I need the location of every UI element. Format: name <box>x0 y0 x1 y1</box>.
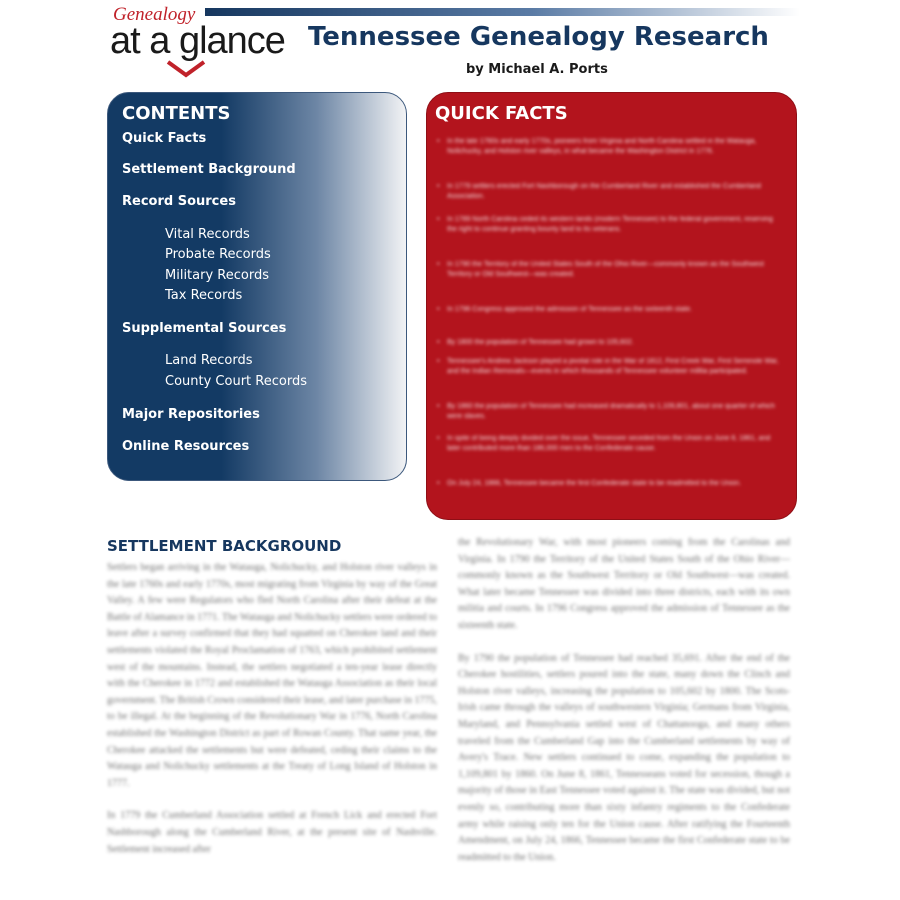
chevron-down-icon <box>166 60 206 80</box>
author-byline: by Michael A. Ports <box>466 62 608 77</box>
toc-item-land-records[interactable]: Land Records <box>165 353 253 368</box>
fact-text: • In 1779 settlers erected Fort Nashborough on the Cumberland River and established the Cumberland Association. <box>447 183 762 200</box>
toc-item-supplemental-sources[interactable]: Supplemental Sources <box>122 321 287 336</box>
fact-text: • On July 24, 1866, Tennessee became the first Confederate state to be readmitted to the Union. <box>447 480 742 487</box>
toc-item-major-repositories[interactable]: Major Repositories <box>122 407 260 422</box>
toc-item-tax-records[interactable]: Tax Records <box>165 288 243 303</box>
fact-item <box>437 357 782 377</box>
fact-text: • By 1860 the population of Tennessee had increased dramatically to 1,109,801, about one quarter of which were slaves. <box>447 403 775 420</box>
settlement-left-column <box>107 560 437 874</box>
fact-item <box>437 434 782 454</box>
logo-at-a-glance-text: at a glance <box>110 20 285 62</box>
body-paragraph: By 1790 the population of Tennessee had reached 35,691. After the end of the Cherokee hostilities, settlers poured into the state, many down the Clinch and Holston river valleys, increasing the population to 105,602 by 1800. The Scots-Irish came through the valleys of southwestern Virginia; Germans from Virginia, Maryland, and Pennsylvania settled west of Chattanooga, and many others traveled from the Cumberland Gap into the Cumberland settlements by way of Avery's Trace. New settlers continued to come, expanding the population to 1,109,801 by 1860. On June 8, 1861, Tennesseans voted for secession, though a majority of those in East Tennessee voted against it. The state was divided, but not evenly so, contributing more than sixty infantry regiments to the Confederate army while raising only ten for the Union cause. After ratifying the Fourteenth Amendment, on July 24, 1866, Tennessee became the first Confederate state to be readmitted to the Union. <box>458 652 790 863</box>
fact-text: • In 1790 the Territory of the United States South of the Ohio River—commonly known as the Southwest Territory or Old Southwest—was created. <box>447 261 764 278</box>
toc-item-county-court-records[interactable]: County Court Records <box>165 374 307 389</box>
contents-heading: CONTENTS <box>122 103 231 124</box>
fact-item <box>437 260 782 280</box>
fact-text: • Tennessee's Andrew Jackson played a pivotal role in the War of 1812, First Creek War, First Seminole War, and the Indian Removals—events in which thousands of Tennessee volunteer militia participated. <box>447 358 779 375</box>
quick-facts-panel <box>426 92 797 520</box>
page-title: Tennessee Genealogy Research <box>308 22 769 52</box>
fact-text: • In spite of being deeply divided over the issue, Tennessee seceded from the Union on June 8, 1861, and later contributed more than 186,000 men to the Confederate cause. <box>447 435 771 452</box>
logo-genealogy-text: Genealogy <box>113 4 196 25</box>
fact-item <box>437 137 782 157</box>
toc-item-probate-records[interactable]: Probate Records <box>165 247 271 262</box>
fact-item <box>437 338 782 348</box>
body-paragraph: In 1779 the Cumberland Association settled at French Lick and erected Fort Nashborough along the Cumberland River, at the present site of Nashville. Settlement increased after <box>107 810 437 855</box>
fact-text: • By 1800 the population of Tennessee had grown to 105,602. <box>447 339 634 346</box>
toc-item-military-records[interactable]: Military Records <box>165 268 269 283</box>
quick-facts-heading: QUICK FACTS <box>435 103 568 124</box>
fact-item <box>437 182 782 202</box>
body-paragraph: the Revolutionary War, with most pioneers coming from the Carolinas and Virginia. In 1790 the Territory of the United States South of the Ohio River—commonly known as the Southwest Territory or Old Southwest—was created. What later became Tennessee was divided into three districts, each with its own militia and courts. In 1796 Congress approved the admission of Tennessee as the sixteenth state. <box>458 537 790 631</box>
fact-text: • In 1796 Congress approved the admission of Tennessee as the sixteenth state. <box>447 306 693 313</box>
contents-panel <box>107 92 407 481</box>
header-rule <box>205 8 800 16</box>
settlement-right-column <box>458 535 790 882</box>
toc-item-online-resources[interactable]: Online Resources <box>122 439 250 454</box>
settlement-background-heading: SETTLEMENT BACKGROUND <box>107 537 342 555</box>
toc-item-quick-facts[interactable]: Quick Facts <box>122 131 207 146</box>
fact-item <box>437 305 782 315</box>
toc-item-record-sources[interactable]: Record Sources <box>122 194 236 209</box>
fact-item <box>437 215 782 235</box>
fact-item <box>437 402 782 422</box>
fact-item <box>437 479 782 489</box>
fact-text: • In 1789 North Carolina ceded its western lands (modern Tennessee) to the federal government, reserving the right to continue granting bounty land to its veterans. <box>447 216 773 233</box>
toc-item-vital-records[interactable]: Vital Records <box>165 227 250 242</box>
toc-item-settlement-background[interactable]: Settlement Background <box>122 162 296 177</box>
body-paragraph: Settlers began arriving in the Watauga, Nolichucky, and Holston river valleys in the late 1760s and early 1770s, most migrating from Virginia by way of the Great Valley. A few were Regulators who fled North Carolina after their defeat at the Battle of Alamance in 1771. The Watauga and Nolichucky settlers were ordered to leave after a survey confirmed that they had squatted on Cherokee land and their settlements violated the Royal Proclamation of 1763, which prohibited settlement west of the mountains. Instead, the settlers negotiated a ten-year lease directly with the Cherokee in 1772 and established the Watauga Association as their local government. The British Crown considered their lease, and later purchase in 1775, to be illegal. At the beginning of the Revolutionary War in 1776, North Carolina established the Washington District as part of Rowan County. That same year, the Cherokee attacked the settlements but were defeated, ceding their claims to the Watauga and Nolichucky settlements at the Treaty of Long Island of Holston in 1777. <box>107 562 437 789</box>
fact-text: • In the late 1760s and early 1770s, pioneers from Virginia and North Carolina settled in the Watauga, Nolichucky, and Holston river valleys, in what became the Washington District in 1776. <box>447 138 757 155</box>
